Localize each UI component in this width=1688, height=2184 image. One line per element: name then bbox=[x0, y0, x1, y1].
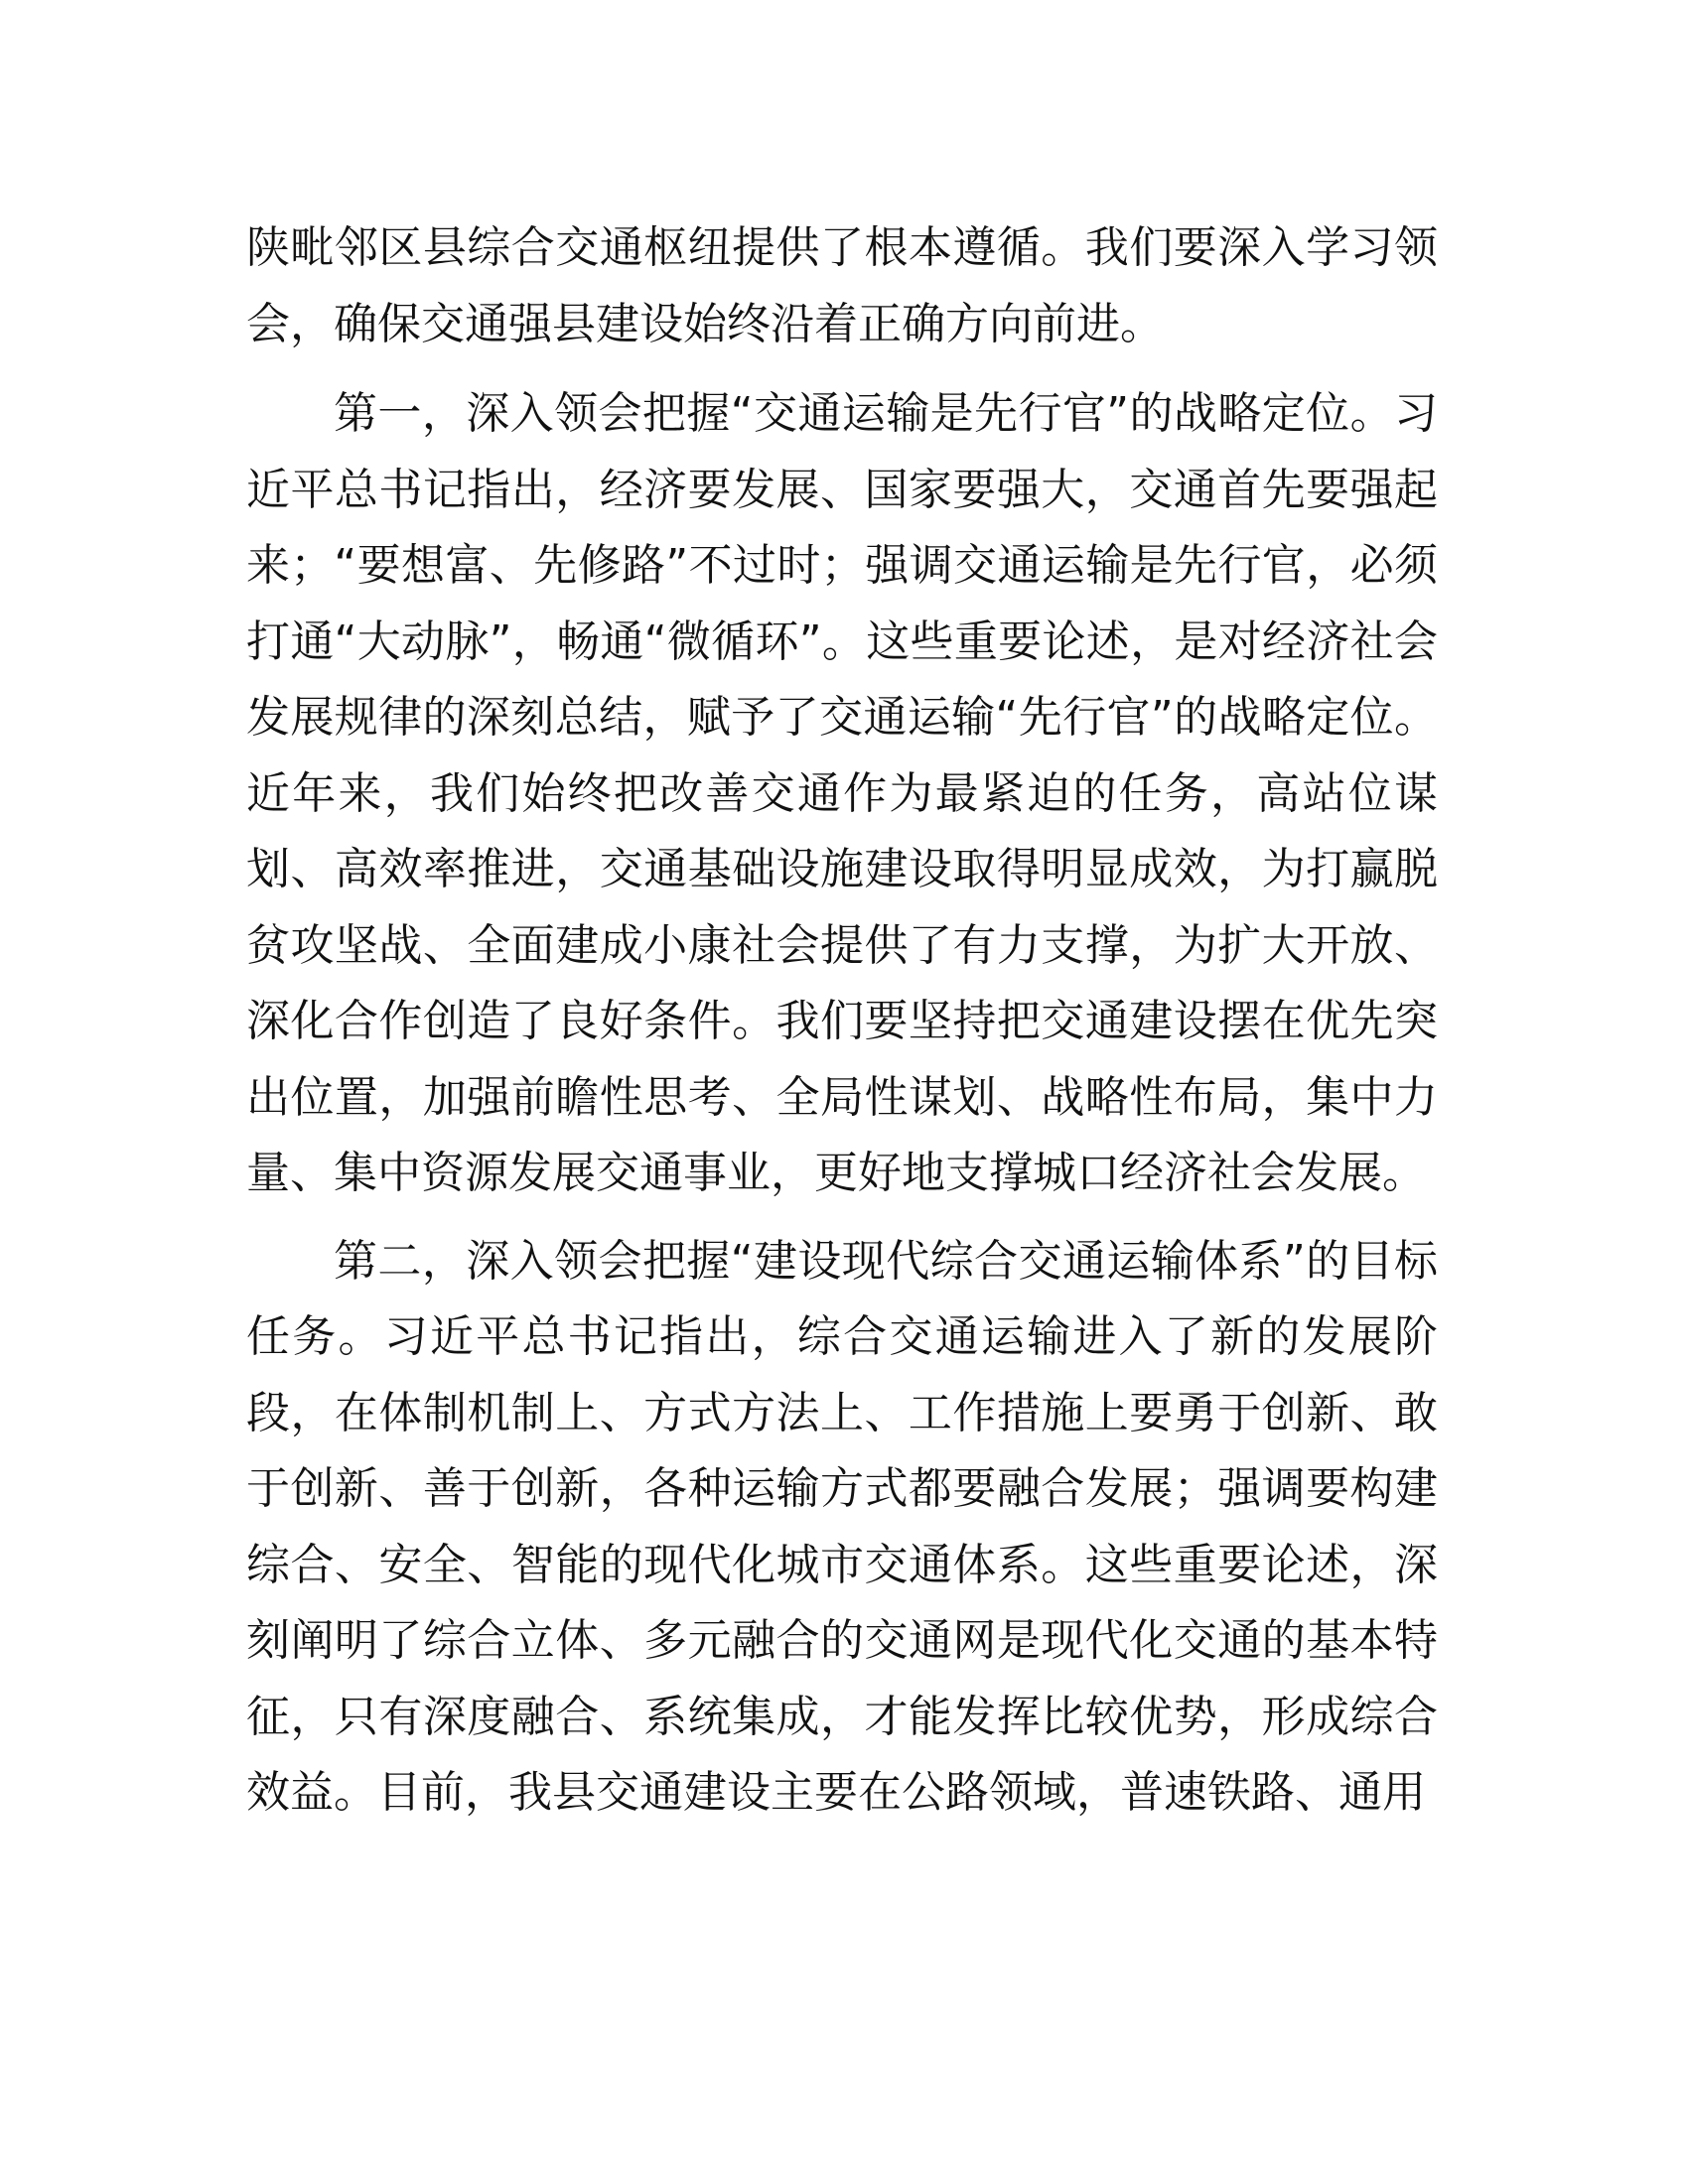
paragraph-second-point: 第二，深入领会把握“建设现代综合交通运输体系”的目标任务。习近平总书记指出，综合交通运输进入了新的发展阶段，在体制机制上、方式方法上、工作措施上要勇于创新、敢于创新、善于创新，各种运输方式都要融合发展；强调要构建综合、安全、智能的现代化城市交通体系。这些重要论述，深刻阐明了综合立体、多元融合的交通网是现代化交通的基本特征，只有深度融合、系统集成，才能发挥比较优势，形成综合效益。目前，我县交通建设主要在公路领域，普速铁路、通用 bbox=[246, 1235, 1438, 1818]
paragraph-continued: 陕毗邻区县综合交通枢纽提供了根本遵循。我们要深入学习领会，确保交通强县建设始终沿着正确方向前进。 bbox=[246, 222, 1438, 349]
paragraph-first-point: 第一，深入领会把握“交通运输是先行官”的战略定位。习近平总书记指出，经济要发展、国家要强大，交通首先要强起来；“要想富、先修路”不过时；强调交通运输是先行官，必须打通“大动脉”，畅通“微循环”。这些重要论述，是对经济社会发展规律的深刻总结，赋予了交通运输“先行官”的战略定位。近年来，我们始终把改善交通作为最紧迫的任务，高站位谋划、高效率推进，交通基础设施建设取得明显成效，为打赢脱贫攻坚战、全面建成小康社会提供了有力支撑，为扩大开放、深化合作创造了良好条件。我们要坚持把交通建设摆在优先突出位置，加强前瞻性思考、全局性谋划、战略性布局，集中力量、集中资源发展交通事业，更好地支撑城口经济社会发展。 bbox=[246, 388, 1438, 1198]
document-body bbox=[246, 210, 1438, 1832]
